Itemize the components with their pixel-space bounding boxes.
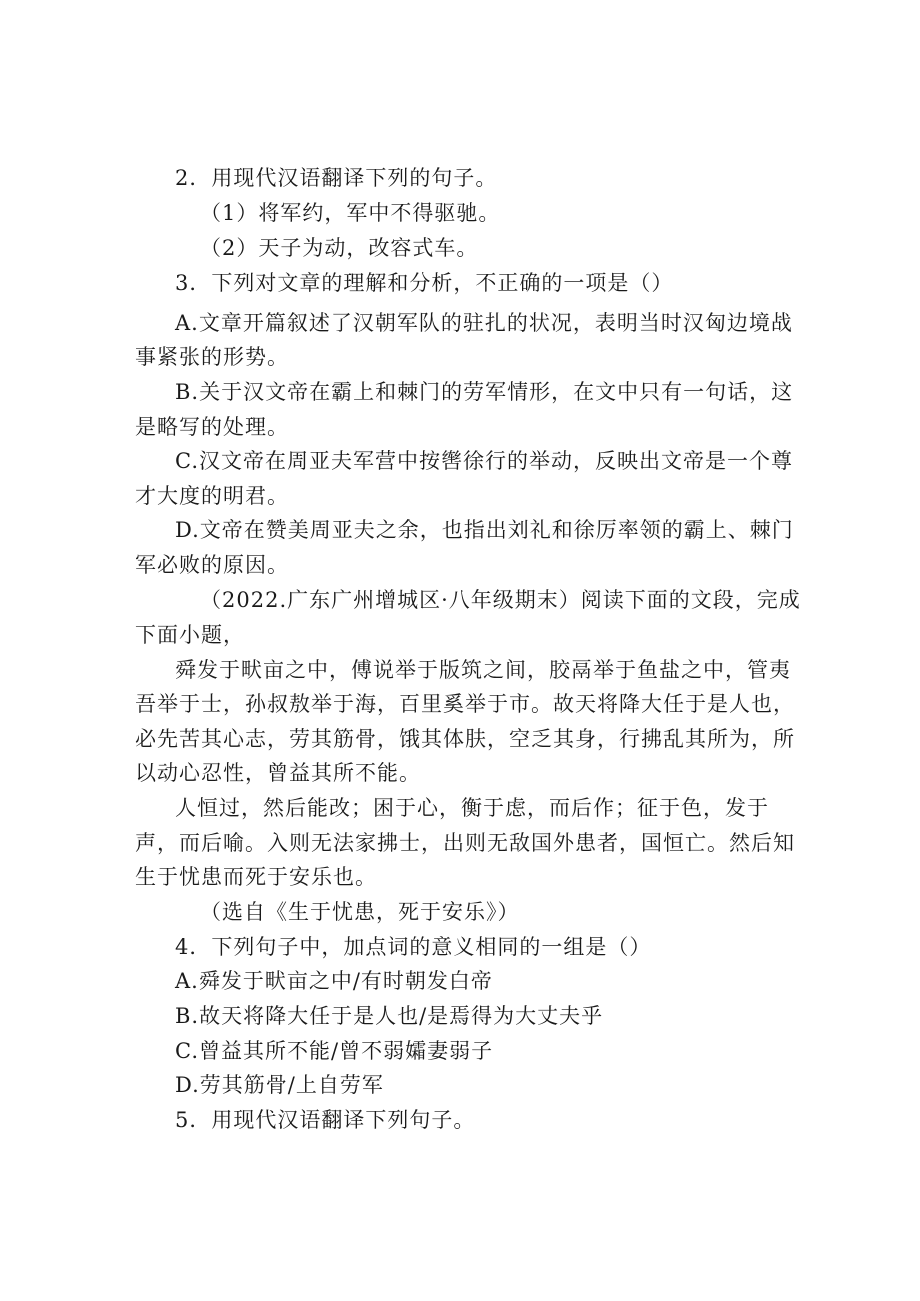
passage-source: （选自《生于忧患，死于安乐》） [200, 900, 520, 924]
question-5-title: 5．用现代汉语翻译下列句子。 [175, 1108, 476, 1132]
question-4-title: 4．下列句子中，加点词的意义相同的一组是（） [175, 935, 652, 959]
passage-p2-line-3: 生于忧患而死于安乐也。 [135, 865, 377, 889]
question-2-title: 2．用现代汉语翻译下列的句子。 [175, 166, 498, 190]
question-3-option-c-line-1: C.汉文帝在周亚夫军营中按辔徐行的举动，反映出文帝是一个尊 [175, 449, 793, 473]
question-2-sentence-2: （2）天子为动，改容式车。 [200, 236, 479, 260]
question-4-option-a: A.舜发于畎亩之中/有时朝发白帝 [175, 969, 493, 993]
passage-p2-line-1: 人恒过，然后能改；困于心，衡于虑，而后作；征于色，发于 [175, 796, 769, 820]
question-3-option-c-line-2: 才大度的明君。 [135, 484, 289, 508]
passage-p2-line-2: 声，而后喻。入则无法家拂士，出则无敌国外患者，国恒亡。然后知 [135, 831, 795, 855]
question-3-option-b-line-1: B.关于汉文帝在霸上和棘门的劳军情形，在文中只有一句话，这 [175, 380, 794, 404]
passage-p1-line-2: 吾举于士，孙叔敖举于海，百里奚举于市。故天将降大任于是人也， [135, 692, 795, 716]
passage-p1-line-3: 必先苦其心志，劳其筋骨，饿其体肤，空乏其身，行拂乱其所为，所 [135, 727, 795, 751]
question-2-sentence-1: （1）将军约，军中不得驱驰。 [200, 201, 501, 225]
reading-intro-line-2: 下面小题， [135, 623, 245, 647]
question-3-option-b-line-2: 是略写的处理。 [135, 415, 289, 439]
passage-p1-line-4: 以动心忍性，曾益其所不能。 [135, 761, 421, 785]
question-3-option-a-line-2: 事紧张的形势。 [135, 345, 289, 369]
question-3-option-d-line-1: D.文帝在赞美周亚夫之余，也指出刘礼和徐厉率领的霸上、棘门 [175, 518, 794, 542]
question-4-option-d: D.劳其筋骨/上自劳军 [175, 1073, 384, 1097]
question-3-option-a-line-1: A.文章开篇叙述了汉朝军队的驻扎的状况，表明当时汉匈边境战 [175, 311, 793, 335]
question-4-option-c: C.曾益其所不能/曾不弱孀妻弱子 [175, 1039, 494, 1063]
reading-intro-line-1: （2022.广东广州增城区·八年级期末）阅读下面的文段，完成 [200, 588, 801, 612]
question-3-option-d-line-2: 军必败的原因。 [135, 553, 289, 577]
question-4-option-b: B.故天将降大任于是人也/是焉得为大丈夫乎 [175, 1004, 604, 1028]
question-3-title: 3．下列对文章的理解和分析，不正确的一项是（） [175, 271, 674, 295]
passage-p1-line-1: 舜发于畎亩之中，傅说举于版筑之间，胶鬲举于鱼盐之中，管夷 [175, 658, 791, 682]
